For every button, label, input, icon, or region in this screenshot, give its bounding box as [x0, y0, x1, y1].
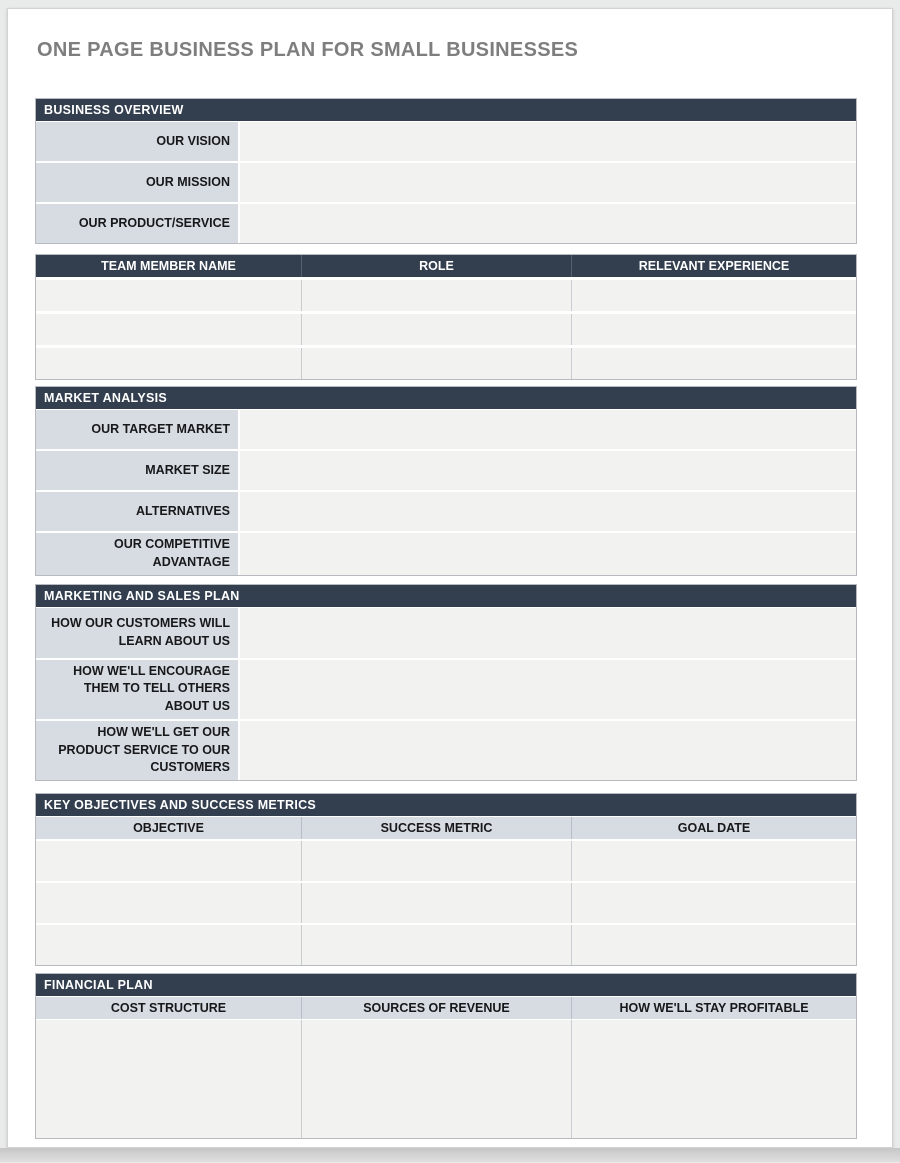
column-header-sources-of-revenue: SOURCES OF REVENUE: [301, 997, 571, 1019]
table-row: [36, 280, 856, 311]
table-cell[interactable]: [301, 841, 571, 881]
column-header-team-member-name: TEAM MEMBER NAME: [101, 259, 236, 273]
table-cell[interactable]: [301, 883, 571, 923]
section-header-marketing-sales: MARKETING AND SALES PLAN: [36, 585, 856, 607]
form-row-product-service: [36, 204, 856, 243]
section-header-business-overview: BUSINESS OVERVIEW: [36, 99, 856, 121]
form-row-target-market: [36, 410, 856, 449]
table-cell[interactable]: [36, 841, 301, 881]
section-market-analysis: [35, 386, 857, 576]
table-row: [36, 925, 856, 965]
field-label-competitive-advantage: OUR COMPETITIVE ADVANTAGE: [36, 533, 238, 575]
table-cell[interactable]: [571, 348, 856, 379]
field-input-alternatives[interactable]: [240, 492, 856, 531]
table-cell[interactable]: [571, 1020, 856, 1138]
column-header-success-metric: SUCCESS METRIC: [301, 817, 571, 839]
column-header-role: ROLE: [301, 255, 571, 277]
table-cell[interactable]: [301, 925, 571, 965]
field-input-our-mission[interactable]: [240, 163, 856, 202]
table-row: [36, 883, 856, 923]
table-cell[interactable]: [301, 314, 571, 345]
table-row: [36, 314, 856, 345]
section-header-market-analysis: MARKET ANALYSIS: [36, 387, 856, 409]
form-row-mission: [36, 163, 856, 202]
form-row-customers-learn: [36, 608, 856, 658]
field-input-our-vision[interactable]: [240, 122, 856, 161]
table-cell[interactable]: [36, 1020, 301, 1138]
form-row-market-size: [36, 451, 856, 490]
section-marketing-sales-plan: [35, 584, 857, 782]
form-row-alternatives: [36, 492, 856, 531]
form-row-encourage-tell-others: [36, 660, 856, 719]
field-input-product-to-customers[interactable]: [240, 721, 856, 780]
team-table-header-row: [36, 255, 856, 277]
table-row: [36, 841, 856, 881]
objectives-header-row: [36, 817, 856, 839]
table-cell[interactable]: [571, 314, 856, 345]
financial-header-row: [36, 997, 856, 1019]
form-row-competitive-advantage: [36, 533, 856, 575]
field-label-market-size: MARKET SIZE: [36, 451, 238, 490]
table-cell[interactable]: [571, 883, 856, 923]
table-row: [36, 1020, 856, 1138]
section-header-financial-plan: FINANCIAL PLAN: [36, 974, 856, 996]
column-header-goal-date: GOAL DATE: [571, 817, 856, 839]
column-header-stay-profitable: HOW WE'LL STAY PROFITABLE: [571, 997, 856, 1019]
field-label-customers-learn: HOW OUR CUSTOMERS WILL LEARN ABOUT US: [36, 608, 238, 658]
field-label-product-service: OUR PRODUCT/SERVICE: [36, 204, 238, 243]
page-bottom-shadow: [0, 1148, 900, 1162]
section-key-objectives: [35, 793, 857, 966]
table-cell[interactable]: [571, 841, 856, 881]
form-row-product-to-customers: [36, 721, 856, 780]
document-page: [7, 8, 893, 1148]
table-cell[interactable]: [301, 1020, 571, 1138]
page-title: ONE PAGE BUSINESS PLAN FOR SMALL BUSINESSES: [37, 39, 579, 61]
field-label-encourage-tell-others: HOW WE'LL ENCOURAGE THEM TO TELL OTHERS ABOUT US: [36, 660, 238, 719]
table-row: [36, 348, 856, 379]
field-input-customers-learn[interactable]: [240, 608, 856, 658]
table-cell[interactable]: [301, 280, 571, 311]
field-label-product-to-customers: HOW WE'LL GET OUR PRODUCT SERVICE TO OUR CUSTOMERS: [36, 721, 238, 780]
team-table: [35, 254, 857, 380]
column-header-cost-structure: COST STRUCTURE: [110, 1001, 227, 1015]
table-cell[interactable]: [301, 348, 571, 379]
table-cell[interactable]: [571, 925, 856, 965]
field-input-competitive-advantage[interactable]: [240, 533, 856, 575]
form-row-vision: [36, 122, 856, 161]
section-business-overview: [35, 98, 857, 244]
column-header-relevant-experience: RELEVANT EXPERIENCE: [571, 255, 856, 277]
field-input-encourage-tell-others[interactable]: [240, 660, 856, 719]
section-header-key-objectives: KEY OBJECTIVES AND SUCCESS METRICS: [36, 794, 856, 816]
field-input-target-market[interactable]: [240, 410, 856, 449]
field-input-market-size[interactable]: [240, 451, 856, 490]
table-cell[interactable]: [36, 348, 301, 379]
table-cell[interactable]: [36, 925, 301, 965]
field-input-product-service[interactable]: [240, 204, 856, 243]
field-label-target-market: OUR TARGET MARKET: [36, 410, 238, 449]
table-cell[interactable]: [36, 280, 301, 311]
field-label-alternatives: ALTERNATIVES: [36, 492, 238, 531]
field-label-our-vision: OUR VISION: [36, 122, 238, 161]
column-header-objective: OBJECTIVE: [133, 821, 204, 835]
table-cell[interactable]: [36, 314, 301, 345]
field-label-our-mission: OUR MISSION: [36, 163, 238, 202]
table-cell[interactable]: [36, 883, 301, 923]
table-cell[interactable]: [571, 280, 856, 311]
section-financial-plan: [35, 973, 857, 1139]
